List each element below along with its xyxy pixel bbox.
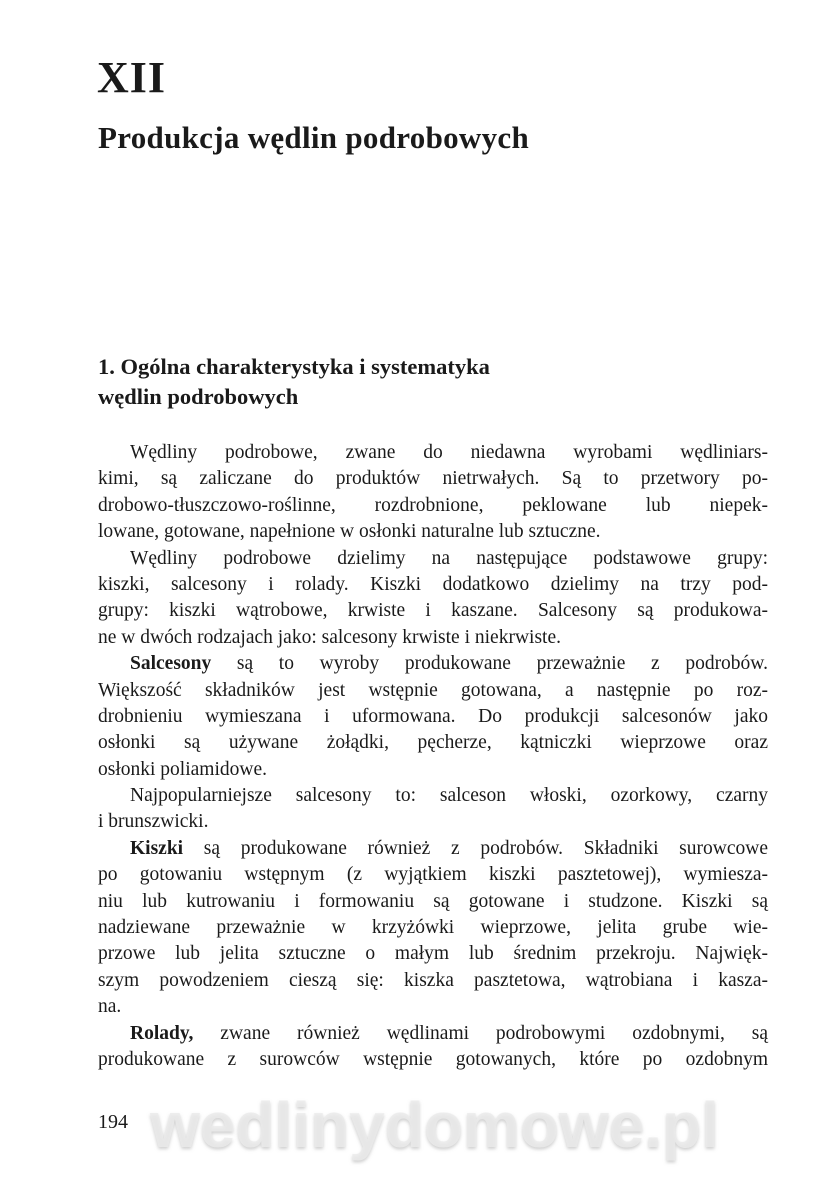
text-line bbox=[98, 493, 768, 519]
chapter-number: XII bbox=[97, 53, 167, 102]
section-title-line: wędlin podrobowych bbox=[98, 384, 299, 409]
bold-term: Rolady, bbox=[130, 1022, 194, 1044]
text-line bbox=[98, 862, 768, 888]
line-text: produkowane z surowców wstępnie gotowanych, które po ozdobnym bbox=[98, 1048, 768, 1070]
text-line bbox=[98, 730, 768, 756]
line-text: osłonki poliamidowe. bbox=[98, 758, 267, 780]
line-text: Najpopularniejsze salcesony to: salceson włoski, ozorkowy, czarny bbox=[130, 785, 768, 807]
text-line bbox=[98, 519, 768, 545]
text-line bbox=[98, 466, 768, 492]
text-line bbox=[98, 598, 768, 624]
line-text: i brunszwicki. bbox=[98, 811, 209, 833]
line-text: Wędliny podrobowe dzielimy na następujące podstawowe grupy: bbox=[130, 547, 768, 569]
line-text: ne w dwóch rodzajach jako: salcesony krwiste i niekrwiste. bbox=[98, 626, 561, 648]
text-line bbox=[98, 994, 768, 1020]
line-text: są produkowane również z podrobów. Składniki surowcowe bbox=[183, 837, 768, 859]
body-text bbox=[98, 440, 768, 1073]
text-line bbox=[98, 678, 768, 704]
line-text: kiszki, salcesony i rolady. Kiszki dodatkowo dzielimy na trzy pod- bbox=[98, 573, 768, 595]
text-line bbox=[98, 757, 768, 783]
line-text: niu lub kutrowaniu i formowaniu są gotowane i studzone. Kiszki są bbox=[98, 890, 768, 912]
chapter-title: Produkcja wędlin podrobowych bbox=[98, 120, 530, 155]
line-text: Większość składników jest wstępnie gotowana, a następnie po roz- bbox=[98, 679, 768, 701]
text-line bbox=[98, 440, 768, 466]
line-text: są to wyroby produkowane przeważnie z podrobów. bbox=[211, 653, 768, 675]
line-text: grupy: kiszki wątrobowe, krwiste i kaszane. Salcesony są produkowa- bbox=[98, 600, 768, 622]
text-line bbox=[98, 651, 768, 677]
section-title-line: 1. Ogólna charakterystyka i systematyka bbox=[98, 354, 490, 379]
text-line bbox=[98, 889, 768, 915]
line-text: na. bbox=[98, 996, 122, 1018]
text-line bbox=[98, 836, 768, 862]
text-line bbox=[98, 968, 768, 994]
line-text: przowe lub jelita sztuczne o małym lub średnim przekroju. Najwięk- bbox=[98, 943, 768, 965]
section-title bbox=[98, 352, 490, 412]
line-text: lowane, gotowane, napełnione w osłonki naturalne lub sztuczne. bbox=[98, 521, 601, 543]
line-text: osłonki są używane żołądki, pęcherze, kątniczki wieprzowe oraz bbox=[98, 732, 768, 754]
line-text: nadziewane przeważnie w krzyżówki wieprzowe, jelita grube wie- bbox=[98, 917, 768, 939]
text-line bbox=[98, 1021, 768, 1047]
line-text: szym powodzeniem cieszą się: kiszka pasztetowa, wątrobiana i kasza- bbox=[98, 969, 768, 991]
text-line bbox=[98, 783, 768, 809]
line-text: drobowo-tłuszczowo-roślinne, rozdrobnione, peklowane lub niepek- bbox=[98, 494, 768, 516]
text-line bbox=[98, 1047, 768, 1073]
text-line bbox=[98, 941, 768, 967]
text-line bbox=[98, 625, 768, 651]
bold-term: Kiszki bbox=[130, 837, 184, 859]
line-text: kimi, są zaliczane do produktów nietrwałych. Są to przetwory po- bbox=[98, 468, 768, 490]
text-line bbox=[98, 809, 768, 835]
text-line bbox=[98, 915, 768, 941]
page-number: 194 bbox=[98, 1111, 128, 1133]
line-text: Wędliny podrobowe, zwane do niedawna wyrobami wędliniars- bbox=[130, 442, 768, 463]
text-line bbox=[98, 572, 768, 598]
watermark: wedlinydomowe.pl bbox=[150, 1089, 719, 1161]
line-text: po gotowaniu wstępnym (z wyjątkiem kiszki pasztetowej), wymiesza- bbox=[98, 864, 768, 886]
text-line bbox=[98, 704, 768, 730]
text-line bbox=[98, 546, 768, 572]
bold-term: Salcesony bbox=[130, 653, 212, 675]
line-text: drobnieniu wymieszana i uformowana. Do produkcji salcesonów jako bbox=[98, 705, 768, 727]
line-text: zwane również wędlinami podrobowymi ozdobnymi, są bbox=[193, 1022, 768, 1044]
